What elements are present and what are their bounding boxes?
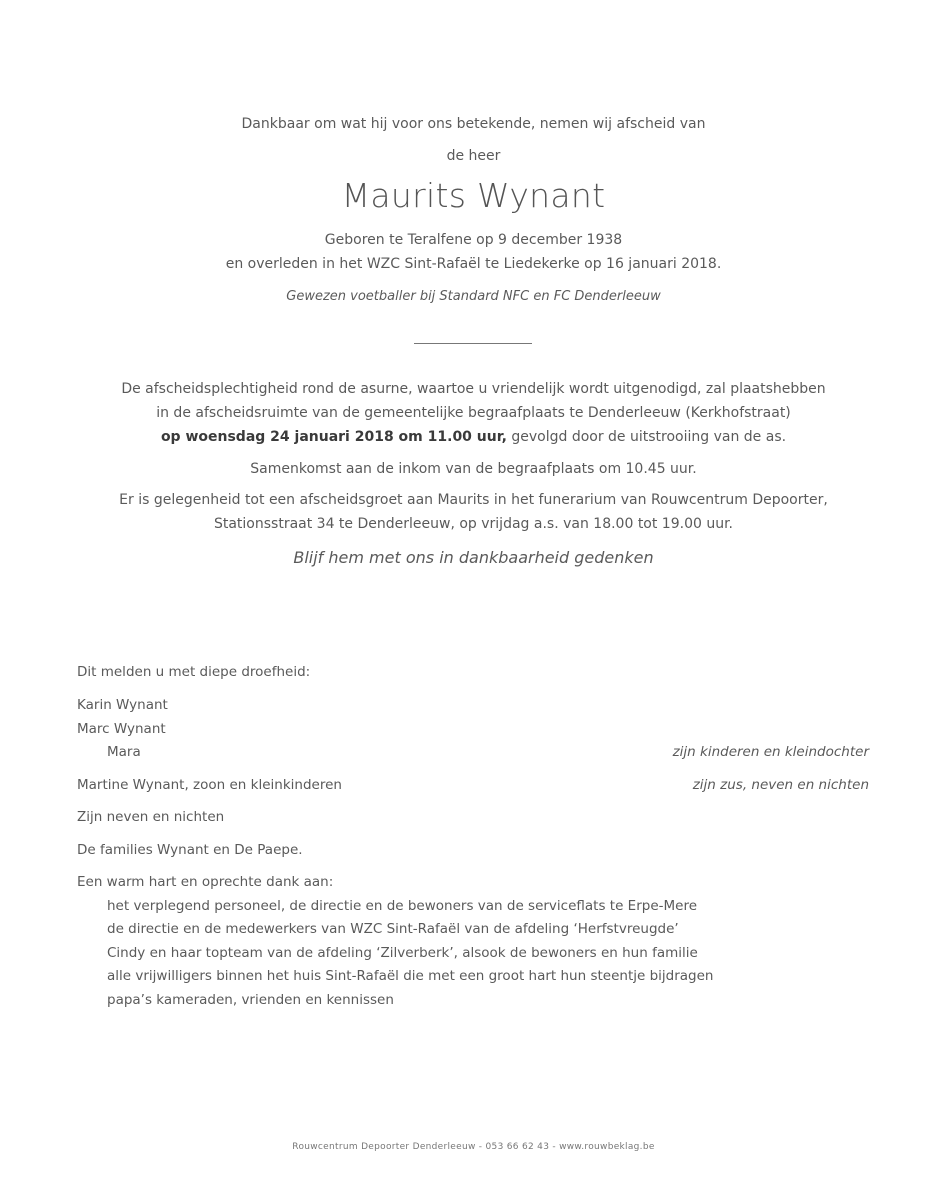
child-karin: Karin Wynant (77, 697, 168, 713)
thanks-item: alle vrijwilligers binnen het huis Sint-Rafaël die met een groot hart hun steentje bijdragen (107, 968, 714, 984)
sister-label: zijn zus, neven en nichten (692, 777, 869, 793)
grandchild-mara: Mara (107, 744, 141, 760)
death-line: en overleden in het WZC Sint-Rafaël te Liedekerke op 16 januari 2018. (225, 256, 722, 272)
families-line: De families Wynant en De Paepe. (77, 842, 303, 858)
closing-line: Blijf hem met ons in dankbaarheid gedenken (293, 548, 654, 567)
thanks-intro: Een warm hart en oprechte dank aan: (77, 874, 334, 890)
career-note: Gewezen voetballer bij Standard NFC en FC Denderleeuw (286, 289, 661, 304)
thanks-item: het verplegend personeel, de directie en de bewoners van de serviceflats te Erpe-Mere (107, 898, 698, 914)
birth-line: Geboren te Teralfene op 9 december 1938 (324, 232, 623, 248)
footer-contact: Rouwcentrum Depoorter Denderleeuw - 053 66 62 43 - www.rouwbeklag.be (292, 1142, 655, 1152)
children-label: zijn kinderen en kleindochter (672, 744, 869, 760)
child-marc: Marc Wynant (77, 721, 166, 737)
gathering-line: Samenkomst aan de inkom van de begraafplaats om 10.45 uur. (250, 461, 697, 477)
visit-line-2: Stationsstraat 34 te Denderleeuw, op vrijdag a.s. van 18.00 tot 19.00 uur. (213, 516, 734, 532)
visit-line-1: Er is gelegenheid tot een afscheidsgroet aan Maurits in het funerarium van Rouwcentrum Depoorter, (119, 492, 828, 508)
intro-text: Dankbaar om wat hij voor ons betekende, nemen wij afscheid van (241, 116, 706, 132)
sister-line: Martine Wynant, zoon en kleinkinderen (77, 777, 342, 793)
ceremony-date-line (0, 428, 947, 446)
ceremony-date-rest: gevolgd door de uitstrooiing van de as. (506, 429, 787, 445)
title-prefix: de heer (446, 148, 501, 164)
divider-line (414, 343, 532, 344)
thanks-item: Cindy en haar topteam van de afdeling ‘Zilverberk’, alsook de bewoners en hun familie (107, 945, 698, 961)
ceremony-line-2: in de afscheidsruimte van de gemeentelijke begraafplaats te Denderleeuw (Kerkhofstraat) (156, 405, 791, 421)
thanks-item: de directie en de medewerkers van WZC Sint-Rafaël van de afdeling ‘Herfstvreugde’ (107, 921, 679, 937)
cousins-line: Zijn neven en nichten (77, 809, 225, 825)
family-intro: Dit melden u met diepe droefheid: (77, 664, 311, 680)
ceremony-date: op woensdag 24 januari 2018 om 11.00 uur, (160, 429, 507, 445)
ceremony-line-1: De afscheidsplechtigheid rond de asurne, waartoe u vriendelijk wordt uitgenodigd, zal plaatshebben (121, 381, 826, 397)
deceased-name: Maurits Wynant (341, 176, 606, 215)
thanks-item: papa’s kameraden, vrienden en kennissen (107, 992, 394, 1008)
